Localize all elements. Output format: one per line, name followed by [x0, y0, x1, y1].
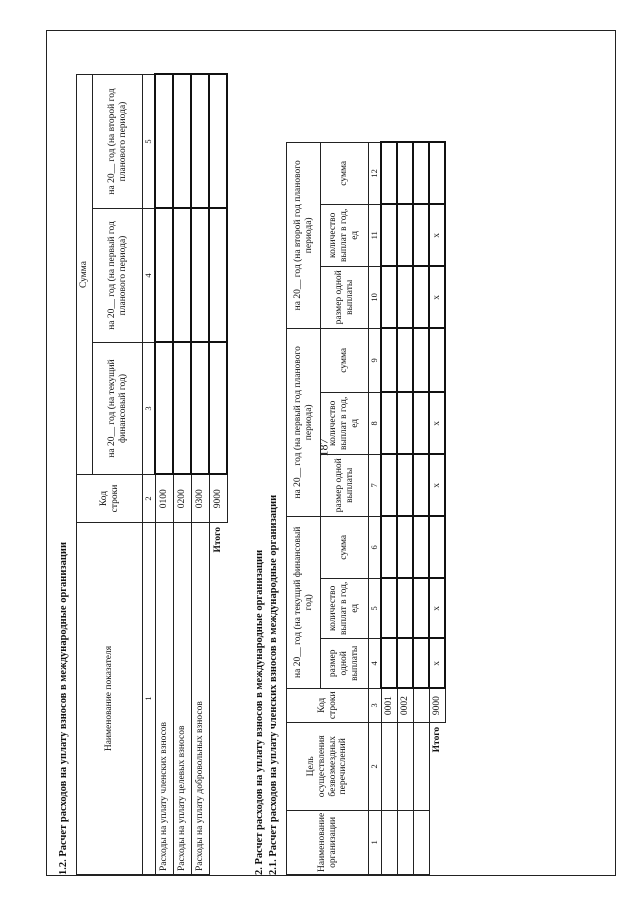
- total-label: Итого: [212, 527, 223, 553]
- header-code: Код строки: [77, 475, 143, 523]
- input-cell[interactable]: [429, 142, 445, 204]
- input-cell[interactable]: [397, 638, 413, 688]
- header-payment-size: размер одной выплаты: [321, 266, 369, 328]
- x-mark: х: [429, 204, 445, 266]
- header-code: Код строки: [287, 688, 369, 722]
- input-cell[interactable]: [173, 75, 191, 209]
- col-number: 1: [369, 810, 382, 874]
- input-cell[interactable]: [173, 343, 191, 475]
- org-cell[interactable]: [413, 810, 429, 874]
- col-number: 7: [369, 454, 382, 516]
- table-row: [397, 142, 413, 874]
- col-number: 8: [369, 392, 382, 454]
- header-sum: сумма: [321, 328, 369, 392]
- total-code: 9000: [429, 688, 445, 722]
- input-cell[interactable]: [209, 75, 227, 209]
- header-year-1: на 20__ год (на текущий финансовый год): [93, 343, 143, 475]
- input-cell[interactable]: [413, 204, 429, 266]
- col-number: 6: [369, 516, 382, 578]
- col-number: 3: [143, 343, 156, 475]
- header-year-2: на 20__ год (на первый год планового периода): [93, 209, 143, 343]
- input-cell[interactable]: [191, 209, 209, 343]
- table-row: [413, 142, 429, 874]
- input-cell[interactable]: [397, 578, 413, 638]
- section-2-1-heading: 2.1. Расчет расходов на уплату членских взносов в международные организации: [268, 494, 279, 875]
- input-cell[interactable]: [413, 578, 429, 638]
- header-payment-count: количество выплат в год, ед: [321, 392, 369, 454]
- table-row: [173, 75, 191, 875]
- input-cell[interactable]: [191, 343, 209, 475]
- input-cell[interactable]: [381, 454, 397, 516]
- header-year-2: на 20__ год (на первый год планового периода): [287, 328, 321, 516]
- col-number: 3: [369, 688, 382, 722]
- header-sum: Сумма: [77, 75, 93, 475]
- header-name: Наименование показателя: [77, 523, 143, 875]
- header-year-3: на 20__ год (на второй год планового периода): [93, 75, 143, 209]
- purpose-cell[interactable]: [397, 722, 413, 810]
- input-cell[interactable]: [381, 638, 397, 688]
- table-1-2: [76, 74, 228, 876]
- col-number: 12: [369, 142, 382, 204]
- input-cell[interactable]: [173, 209, 191, 343]
- input-cell[interactable]: [191, 75, 209, 209]
- row-code: 0001: [381, 688, 397, 722]
- input-cell[interactable]: [413, 266, 429, 328]
- row-code: 0002: [397, 688, 413, 722]
- input-cell[interactable]: [413, 392, 429, 454]
- input-cell[interactable]: [397, 454, 413, 516]
- x-mark: х: [429, 454, 445, 516]
- row-code: 0100: [155, 475, 173, 523]
- total-label: Итого: [431, 726, 442, 753]
- input-cell[interactable]: [413, 638, 429, 688]
- total-code: 9000: [209, 475, 227, 523]
- table-row: [155, 75, 173, 875]
- col-number: 10: [369, 266, 382, 328]
- header-payment-size: размер одной выплаты: [321, 454, 369, 516]
- input-cell[interactable]: [397, 142, 413, 204]
- rotated-content: [50, 25, 610, 885]
- org-cell[interactable]: [397, 810, 413, 874]
- input-cell[interactable]: [209, 209, 227, 343]
- col-number: 1: [143, 523, 156, 875]
- header-payment-size: размер одной выплаты: [321, 638, 369, 688]
- x-mark: х: [429, 392, 445, 454]
- input-cell[interactable]: [397, 516, 413, 578]
- input-cell[interactable]: [413, 328, 429, 392]
- input-cell[interactable]: [429, 328, 445, 392]
- input-cell[interactable]: [397, 204, 413, 266]
- input-cell[interactable]: [155, 209, 173, 343]
- input-cell[interactable]: [397, 266, 413, 328]
- page-number: 187: [316, 438, 331, 457]
- input-cell[interactable]: [381, 516, 397, 578]
- input-cell[interactable]: [381, 142, 397, 204]
- header-sum: сумма: [321, 142, 369, 204]
- table-row-total: [209, 75, 227, 875]
- purpose-cell[interactable]: [381, 722, 397, 810]
- col-number: 5: [143, 75, 156, 209]
- header-purpose: Цель осуществления безвозмездных перечислений: [287, 722, 369, 810]
- row-name: Расходы на уплату членских взносов: [155, 523, 173, 875]
- col-number: 5: [369, 578, 382, 638]
- row-code: [413, 688, 429, 722]
- section-1-2-heading: 1.2. Расчет расходов на уплату взносов в международные организации: [58, 541, 69, 875]
- col-number: 11: [369, 204, 382, 266]
- input-cell[interactable]: [397, 392, 413, 454]
- row-code: 0300: [191, 475, 209, 523]
- header-year-1: на 20__ год (на текущий финансовый год): [287, 516, 321, 688]
- input-cell[interactable]: [381, 204, 397, 266]
- input-cell[interactable]: [381, 578, 397, 638]
- col-number: 4: [369, 638, 382, 688]
- section-2-heading: 2. Расчет расходов на уплату взносов в международные организации: [254, 549, 265, 875]
- x-mark: х: [429, 578, 445, 638]
- input-cell[interactable]: [381, 392, 397, 454]
- header-payment-count: количество выплат в год, ед: [321, 578, 369, 638]
- x-mark: х: [429, 638, 445, 688]
- org-cell[interactable]: [381, 810, 397, 874]
- input-cell[interactable]: [397, 328, 413, 392]
- col-number: 2: [143, 475, 156, 523]
- input-cell[interactable]: [381, 328, 397, 392]
- input-cell[interactable]: [155, 75, 173, 209]
- row-name: Расходы на уплату добровольных взносов: [191, 523, 209, 875]
- header-org: Наименование организации: [287, 810, 369, 874]
- table-2-1: [286, 141, 446, 875]
- row-code: 0200: [173, 475, 191, 523]
- table-row: [381, 142, 397, 874]
- header-sum: сумма: [321, 516, 369, 578]
- input-cell[interactable]: [429, 516, 445, 578]
- input-cell[interactable]: [155, 343, 173, 475]
- input-cell[interactable]: [413, 454, 429, 516]
- table-row-total: [429, 142, 445, 874]
- input-cell[interactable]: [209, 343, 227, 475]
- x-mark: х: [429, 266, 445, 328]
- col-number: 4: [143, 209, 156, 343]
- input-cell[interactable]: [413, 142, 429, 204]
- input-cell[interactable]: [381, 266, 397, 328]
- input-cell[interactable]: [413, 516, 429, 578]
- purpose-cell[interactable]: [413, 722, 429, 810]
- table-row: [191, 75, 209, 875]
- row-name: Расходы на уплату целевых взносов: [173, 523, 191, 875]
- header-payment-count: количество выплат в год, ед: [321, 204, 369, 266]
- col-number: 2: [369, 722, 382, 810]
- header-year-3: на 20__ год (на второй год планового периода): [287, 142, 321, 328]
- col-number: 9: [369, 328, 382, 392]
